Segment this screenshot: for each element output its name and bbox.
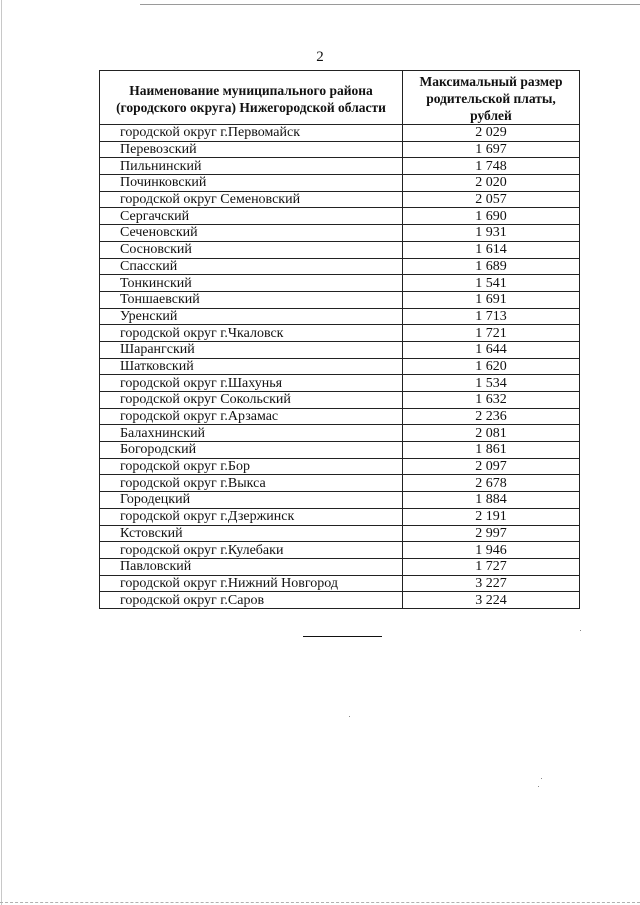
table-row [100, 225, 580, 242]
max-fee-cell: 2 236 [403, 408, 580, 425]
max-fee-cell: 1 861 [403, 442, 580, 459]
max-fee-cell: 1 689 [403, 258, 580, 275]
parental-fee-table [99, 70, 580, 609]
district-name-cell: городской округ г.Дзержинск [100, 508, 403, 525]
scan-edge-top [140, 4, 640, 5]
district-name-cell: Перевозский [100, 141, 403, 158]
district-name-cell: Кстовский [100, 525, 403, 542]
table-row [100, 358, 580, 375]
table-row [100, 492, 580, 509]
district-name-cell: Городецкий [100, 492, 403, 509]
max-fee-cell: 2 020 [403, 175, 580, 192]
table-row [100, 525, 580, 542]
table-row [100, 191, 580, 208]
header-max-fee [403, 71, 580, 125]
district-name-cell: городской округ г.Чкаловск [100, 325, 403, 342]
district-name-cell: Богородский [100, 442, 403, 459]
table-body [100, 125, 580, 609]
max-fee-cell: 1 614 [403, 241, 580, 258]
table-row [100, 508, 580, 525]
max-fee-cell: 1 697 [403, 141, 580, 158]
district-name-cell: городской округ г.Арзамас [100, 408, 403, 425]
max-fee-cell: 2 097 [403, 458, 580, 475]
max-fee-cell: 1 946 [403, 542, 580, 559]
max-fee-cell: 1 620 [403, 358, 580, 375]
table-row [100, 341, 580, 358]
table-row [100, 208, 580, 225]
table-row [100, 141, 580, 158]
max-fee-cell: 1 534 [403, 375, 580, 392]
max-fee-cell: 1 931 [403, 225, 580, 242]
max-fee-cell: 1 713 [403, 308, 580, 325]
table-row [100, 558, 580, 575]
max-fee-cell: 1 691 [403, 291, 580, 308]
district-name-cell: Балахнинский [100, 425, 403, 442]
max-fee-cell: 1 632 [403, 392, 580, 409]
table-row [100, 425, 580, 442]
district-name-cell: Сосновский [100, 241, 403, 258]
district-name-cell: Уренский [100, 308, 403, 325]
table-row [100, 442, 580, 459]
table-row [100, 258, 580, 275]
district-name-cell: городской округ г.Бор [100, 458, 403, 475]
table-row [100, 392, 580, 409]
scan-edge-left [1, 0, 2, 905]
district-name-cell: городской округ г.Выкса [100, 475, 403, 492]
district-name-cell: Пильнинский [100, 158, 403, 175]
max-fee-cell: 1 690 [403, 208, 580, 225]
district-name-cell: городской округ г.Шахунья [100, 375, 403, 392]
table-row [100, 325, 580, 342]
table-row [100, 458, 580, 475]
max-fee-cell: 2 057 [403, 191, 580, 208]
header-district-name [100, 71, 403, 125]
table-row [100, 175, 580, 192]
table-row [100, 125, 580, 142]
max-fee-cell: 2 191 [403, 508, 580, 525]
district-name-cell: Шатковский [100, 358, 403, 375]
district-name-cell: Сергачский [100, 208, 403, 225]
table-row [100, 375, 580, 392]
scan-edge-bottom [0, 902, 640, 903]
scan-speck [349, 716, 350, 717]
max-fee-cell: 1 748 [403, 158, 580, 175]
max-fee-cell: 1 721 [403, 325, 580, 342]
max-fee-cell: 3 227 [403, 575, 580, 592]
district-name-cell: Павловский [100, 558, 403, 575]
max-fee-cell: 2 081 [403, 425, 580, 442]
max-fee-cell: 2 678 [403, 475, 580, 492]
table-row [100, 592, 580, 609]
scan-speck [538, 786, 539, 787]
table-row [100, 542, 580, 559]
district-name-cell: Шарангский [100, 341, 403, 358]
table-row [100, 158, 580, 175]
header-district-name-text: Наименование муниципального района (городского округа) Нижегородской области [116, 82, 386, 115]
district-name-cell: городской округ г.Саров [100, 592, 403, 609]
scan-speck [580, 630, 581, 631]
district-name-cell: Починковский [100, 175, 403, 192]
table-row [100, 241, 580, 258]
table-row [100, 575, 580, 592]
district-name-cell: Тоншаевский [100, 291, 403, 308]
district-name-cell: Спасский [100, 258, 403, 275]
max-fee-cell: 2 997 [403, 525, 580, 542]
max-fee-cell: 1 644 [403, 341, 580, 358]
table-row [100, 275, 580, 292]
max-fee-cell: 2 029 [403, 125, 580, 142]
table-header-row [100, 71, 580, 125]
district-name-cell: городской округ г.Первомайск [100, 125, 403, 142]
scan-speck [541, 778, 542, 779]
district-name-cell: городской округ Сокольский [100, 392, 403, 409]
max-fee-cell: 1 884 [403, 492, 580, 509]
district-name-cell: Сеченовский [100, 225, 403, 242]
district-name-cell: Тонкинский [100, 275, 403, 292]
table-row [100, 408, 580, 425]
max-fee-cell: 1 727 [403, 558, 580, 575]
page-number: 2 [316, 49, 324, 65]
table-row [100, 475, 580, 492]
max-fee-cell: 1 541 [403, 275, 580, 292]
table-row [100, 308, 580, 325]
header-max-fee-text: Максимальный размер родительской платы, рублей [419, 74, 563, 123]
district-name-cell: городской округ г.Кулебаки [100, 542, 403, 559]
district-name-cell: городской округ г.Нижний Новгород [100, 575, 403, 592]
end-of-document-rule [303, 636, 382, 637]
max-fee-cell: 3 224 [403, 592, 580, 609]
district-name-cell: городской округ Семеновский [100, 191, 403, 208]
table-row [100, 291, 580, 308]
